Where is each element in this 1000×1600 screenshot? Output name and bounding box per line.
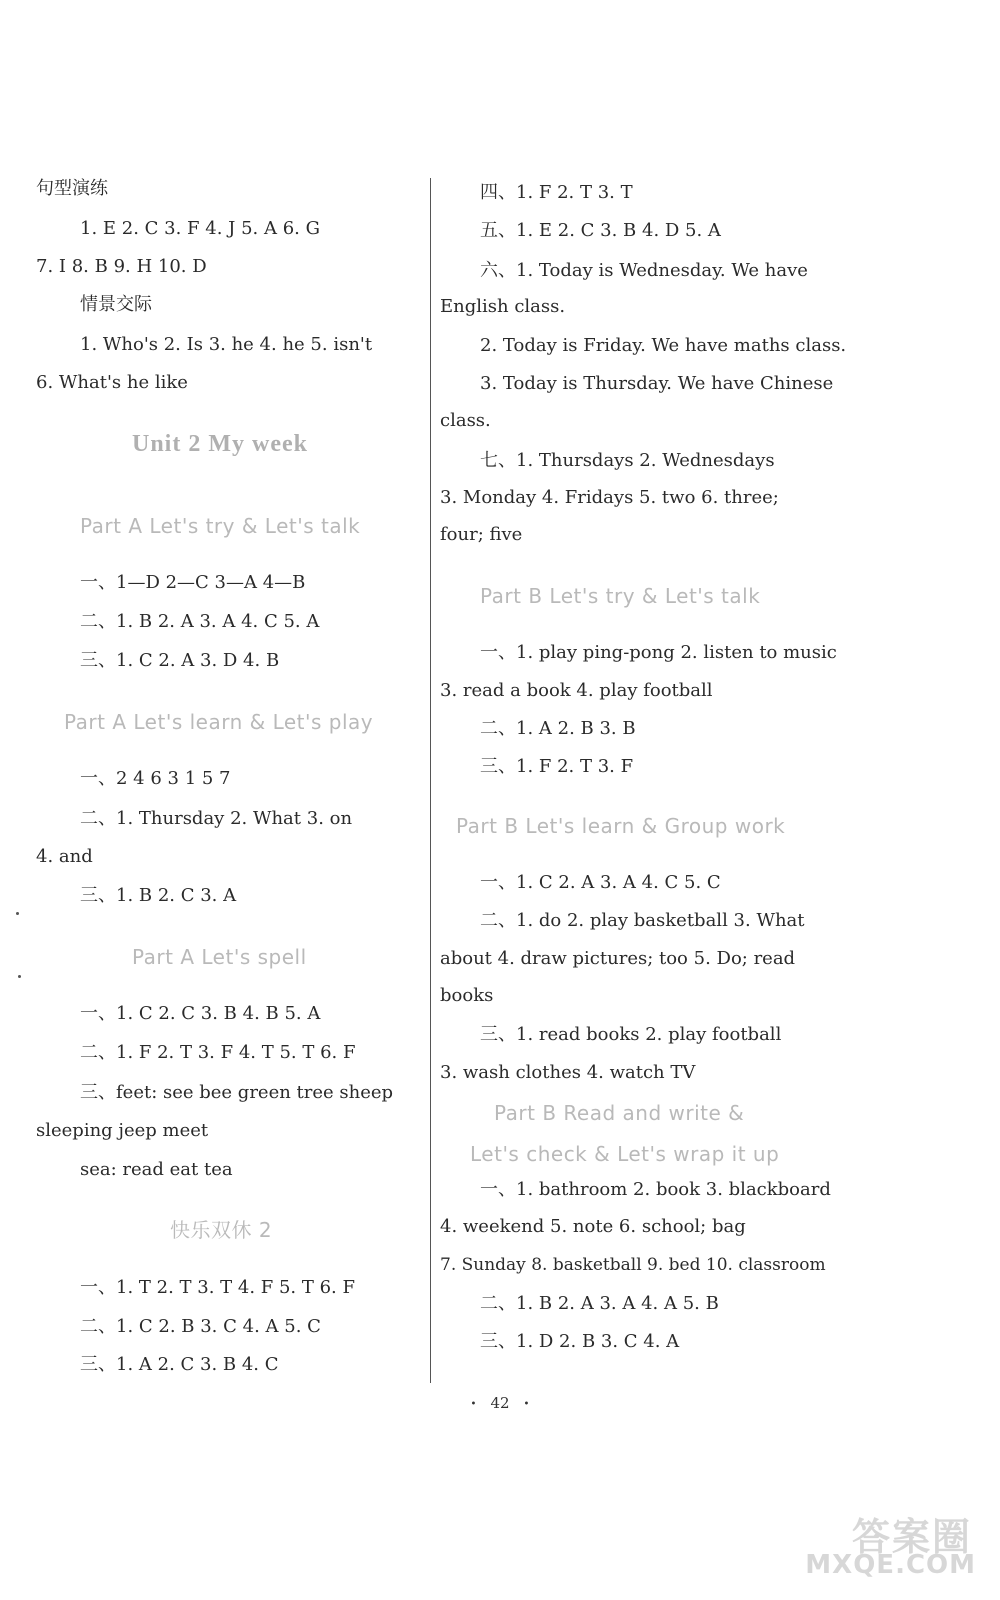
answer-line: 7. I 8. B 9. H 10. D <box>36 256 207 277</box>
answer-line: 五、1. E 2. C 3. B 4. D 5. A <box>480 220 721 241</box>
answer-line: class. <box>440 410 491 431</box>
bullet-dot: • <box>470 1398 477 1410</box>
part-heading: Part B Let's learn & Group work <box>456 814 786 838</box>
answer-line: 3. wash clothes 4. watch TV <box>440 1062 696 1083</box>
answer-line: books <box>440 985 494 1006</box>
watermark-url: MXQE.COM <box>805 1550 976 1580</box>
part-heading: Part B Let's try & Let's talk <box>480 584 761 608</box>
answer-line: 三、1. F 2. T 3. F <box>480 756 634 777</box>
print-speck <box>16 912 19 915</box>
answer-line: 一、1. C 2. A 3. A 4. C 5. C <box>480 872 721 893</box>
answer-line: 三、1. read books 2. play football <box>480 1024 782 1045</box>
answer-line: 一、1—D 2—C 3—A 4—B <box>80 572 306 593</box>
answer-line: 3. Today is Thursday. We have Chinese <box>480 373 834 394</box>
answer-line: 三、1. D 2. B 3. C 4. A <box>480 1331 680 1352</box>
answer-line: 二、1. A 2. B 3. B <box>480 718 636 739</box>
answer-line: 7. Sunday 8. basketball 9. bed 10. classroom <box>440 1255 826 1275</box>
answer-line: 二、1. B 2. A 3. A 4. C 5. A <box>80 611 320 632</box>
answer-line: English class. <box>440 296 566 317</box>
answer-line: 三、1. B 2. C 3. A <box>80 885 237 906</box>
answer-line: 4. and <box>36 846 93 867</box>
part-heading: Part B Read and write & <box>494 1101 745 1125</box>
answer-line: 1. E 2. C 3. F 4. J 5. A 6. G <box>80 218 320 239</box>
answer-line: 三、1. C 2. A 3. D 4. B <box>80 650 280 671</box>
part-heading: Part A Let's try & Let's talk <box>80 514 361 538</box>
watermark-logo <box>796 1506 976 1584</box>
answer-line: 二、1. B 2. A 3. A 4. A 5. B <box>480 1293 719 1314</box>
answer-line: sleeping jeep meet <box>36 1120 209 1141</box>
answer-line: sea: read eat tea <box>80 1159 233 1180</box>
answer-line: 三、feet: see bee green tree sheep <box>80 1082 394 1103</box>
answer-line: 2. Today is Friday. We have maths class. <box>480 335 847 356</box>
print-speck <box>18 975 21 978</box>
answer-line: 三、1. A 2. C 3. B 4. C <box>80 1354 279 1375</box>
answer-line: 二、1. do 2. play basketball 3. What <box>480 910 805 931</box>
bullet-dot: • <box>523 1398 530 1410</box>
answer-line: 六、1. Today is Wednesday. We have <box>480 260 808 281</box>
answer-line: 一、1. play ping-pong 2. listen to music <box>480 642 837 663</box>
column-divider <box>430 178 431 1383</box>
answer-line: 二、1. Thursday 2. What 3. on <box>80 808 353 829</box>
answer-line: 一、1. T 2. T 3. T 4. F 5. T 6. F <box>80 1277 355 1298</box>
unit-title: Unit 2 My week <box>132 431 308 457</box>
part-heading: Let's check & Let's wrap it up <box>470 1142 780 1166</box>
answer-line: 1. Who's 2. Is 3. he 4. he 5. isn't <box>80 334 373 355</box>
answer-line: four; five <box>440 524 523 545</box>
part-heading: Part A Let's learn & Let's play <box>64 710 374 734</box>
answer-line: about 4. draw pictures; too 5. Do; read <box>440 948 796 969</box>
answer-line: 3. Monday 4. Fridays 5. two 6. three; <box>440 487 779 508</box>
answer-line: 二、1. F 2. T 3. F 4. T 5. T 6. F <box>80 1042 356 1063</box>
section-label: 句型演练 <box>36 178 108 199</box>
answer-line: 七、1. Thursdays 2. Wednesdays <box>480 450 775 471</box>
answer-line: 一、2 4 6 3 1 5 7 <box>80 768 231 789</box>
answer-line: 四、1. F 2. T 3. T <box>480 182 633 203</box>
answer-line: 一、1. C 2. C 3. B 4. B 5. A <box>80 1003 321 1024</box>
part-heading: Part A Let's spell <box>132 945 307 969</box>
answer-line: 6. What's he like <box>36 372 188 393</box>
answer-line: 二、1. C 2. B 3. C 4. A 5. C <box>80 1316 321 1337</box>
answer-line: 3. read a book 4. play football <box>440 680 713 701</box>
page-number: 42 <box>490 1394 510 1412</box>
answer-line: 一、1. bathroom 2. book 3. blackboard <box>480 1179 831 1200</box>
page-footer <box>0 1394 1000 1412</box>
part-heading: 快乐双休 2 <box>170 1218 273 1242</box>
answer-line: 4. weekend 5. note 6. school; bag <box>440 1216 746 1237</box>
watermark-text: 答案圈 <box>851 1515 972 1559</box>
section-label: 情景交际 <box>80 294 152 315</box>
